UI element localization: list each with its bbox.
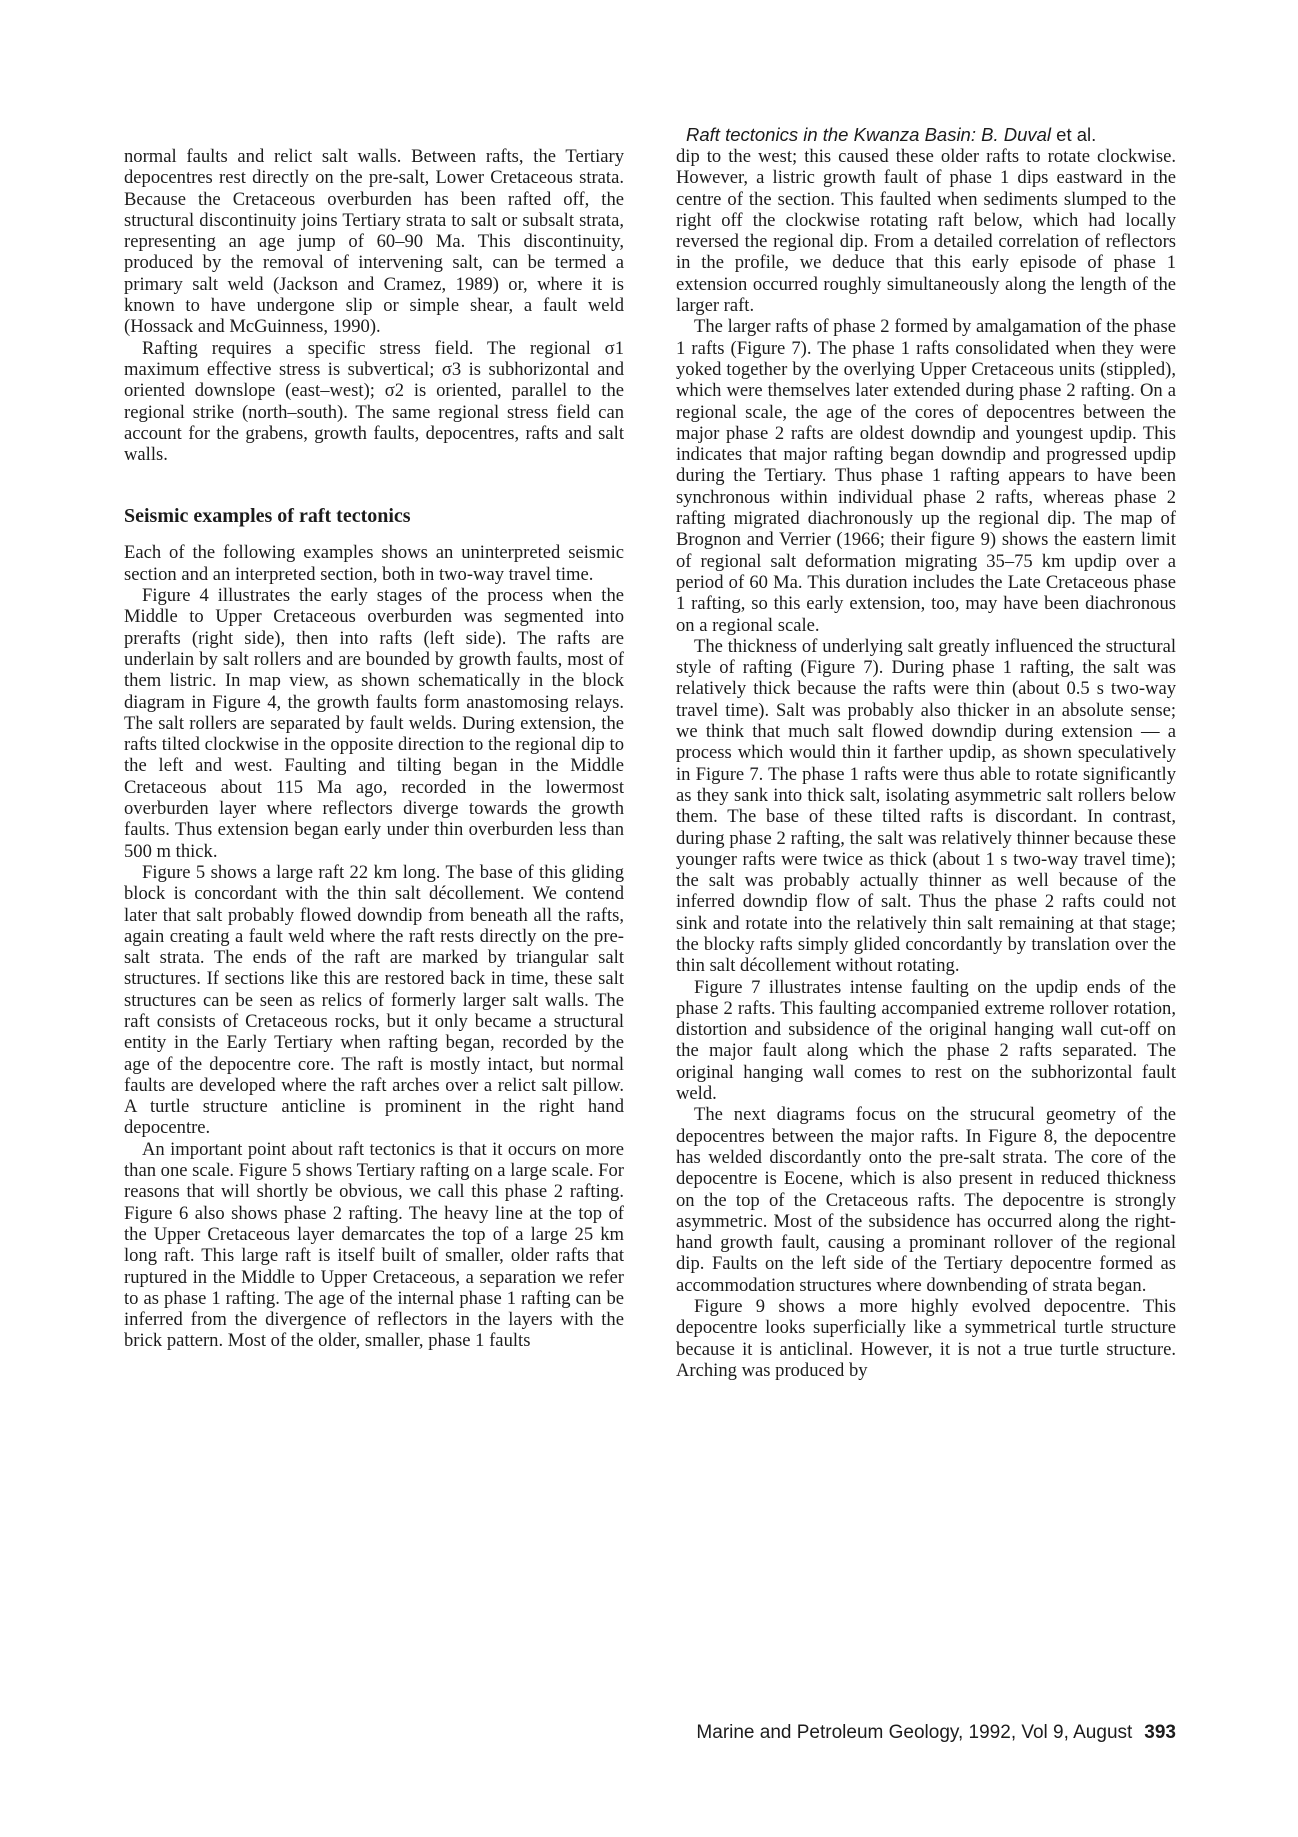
page-footer <box>600 1722 1176 1744</box>
body-paragraph: The next diagrams focus on the strucural geometry of the depocentres between the major rafts. In Figure 8, the depocentre has welded discordantly onto the pre-salt strata. The core of the depocentre is Eocene, which is also present in reduced thickness on the top of the Cretaceous rafts. The depocentre is strongly asymmetric. Most of the subsidence has occurred along the right-hand growth fault, causing a prominant rollover of the regional dip. Faults on the left side of the Tertiary depocentre formed as accommodation structures where downbending of strata began. <box>676 1104 1176 1296</box>
body-paragraph: Figure 4 illustrates the early stages of the process when the Middle to Upper Cretaceous overburden was segmented into prerafts (right side), then into rafts (left side). The rafts are underlain by salt rollers and are bounded by growth faults, most of them listric. In map view, as shown schematically in the block diagram in Figure 4, the growth faults form anastomosing relays. The salt rollers are separated by fault welds. During extension, the rafts tilted clockwise in the opposite direction to the regional dip to the left and west. Faulting and tilting began in the Middle Cretaceous about 115 Ma ago, recorded in the lowermost overburden layer where reflectors diverge towards the growth faults. Thus extension began early under thin overburden less than 500 m thick. <box>124 585 624 862</box>
body-paragraph: Figure 5 shows a large raft 22 km long. The base of this gliding block is concordant with the thin salt décollement. We contend later that salt probably flowed downdip from beneath all the rafts, again creating a fault weld where the raft rests directly on the pre-salt strata. The ends of the raft are marked by triangular salt structures. If sections like this are restored back in time, these salt structures can be seen as relics of formerly larger salt walls. The raft consists of Cretaceous rocks, but it only became a structural entity in the Early Tertiary when rafting began, recorded by the age of the depocentre core. The raft is mostly intact, but normal faults are developed where the raft arches over a relict salt pillow. A turtle structure anticline is prominent in the right hand depocentre. <box>124 861 624 1139</box>
body-paragraph: The thickness of underlying salt greatly influenced the structural style of rafting (Figure 7). During phase 1 rafting, the salt was relatively thick because the rafts were thin (about 0.5 s two-way travel time). Salt was probably also thicker in an absolute sense; we think that much salt flowed downdip during extension — a process which would thin it farther updip, as shown speculatively in Figure 7. The phase 1 rafts were thus able to rotate significantly as they sank into thick salt, isolating asymmetric salt rollers below them. The base of these tilted rafts is discordant. In contrast, during phase 2 rafting, the salt was relatively thinner because these younger rafts were twice as thick (about 1 s two-way travel time); the salt was probably actually thinner as well because of the inferred downdip flow of salt. Thus the phase 2 rafts could not sink and rotate into the relatively thin salt remaining at that stage; the blocky rafts simply glided concordantly by translation over the thin salt décollement without rotating. <box>676 635 1176 977</box>
section-heading: Seismic examples of raft tectonics <box>124 505 411 528</box>
running-head-etal: et al. <box>1051 124 1097 145</box>
body-paragraph: Each of the following examples shows an uninterpreted seismic section and an interpreted section, both in two-way travel time. <box>124 542 624 585</box>
running-head <box>686 124 1176 146</box>
body-paragraph: Figure 9 shows a more highly evolved depocentre. This depocentre looks superficially like a symmetrical turtle structure because it is anticlinal. However, it is not a true turtle structure. Arching was produced by <box>676 1296 1176 1381</box>
body-paragraph: Rafting requires a specific stress field. The regional σ1 maximum effective stress is subvertical; σ3 is subhorizontal and oriented downslope (east–west); σ2 is oriented, parallel to the regional strike (north–south). The same regional stress field can account for the grabens, growth faults, depocentres, rafts and salt walls. <box>124 337 624 466</box>
body-paragraph: The larger rafts of phase 2 formed by amalgamation of the phase 1 rafts (Figure 7). The phase 1 rafts consolidated when they were yoked together by the overlying Upper Cretaceous units (stippled), which were themselves later extended during phase 2 rafting. On a regional scale, the age of the cores of depocentres between the major phase 2 rafts are oldest downdip and youngest updip. This indicates that major rafting began downdip and progressed updip during the Tertiary. Thus phase 1 rafting appears to have been synchronous within individual phase 2 rafts, whereas phase 2 rafting migrated diachronously up the regional dip. The map of Brognon and Verrier (1966; their figure 9) shows the eastern limit of regional salt deformation migrating 35–75 km updip over a period of 60 Ma. This duration includes the Late Cretaceous phase 1 rafting, so this early extension, too, may have been diachronous on a regional scale. <box>676 316 1176 636</box>
page-number: 393 <box>1144 1722 1176 1743</box>
left-column <box>124 146 624 1352</box>
right-column <box>676 146 1176 1381</box>
journal-citation: Marine and Petroleum Geology, 1992, Vol 9, August <box>696 1722 1133 1743</box>
body-paragraph: normal faults and relict salt walls. Between rafts, the Tertiary depocentres rest directly on the pre-salt, Lower Cretaceous strata. Because the Cretaceous overburden has been rafted off, the structural discontinuity joins Tertiary strata to salt or subsalt strata, representing an age jump of 60–90 Ma. This discontinuity, produced by the removal of intervening salt, can be termed a primary salt weld (Jackson and Cramez, 1989) or, where it is known to have undergone slip or simple shear, a fault weld (Hossack and McGuinness, 1990). <box>124 146 624 338</box>
body-paragraph: An important point about raft tectonics is that it occurs on more than one scale. Figure 5 shows Tertiary rafting on a large scale. For reasons that will shortly be obvious, we call this phase 2 rafting. Figure 6 also shows phase 2 rafting. The heavy line at the top of the Upper Cretaceous layer demarcates the top of a large 25 km long raft. This large raft is itself built of smaller, older rafts that ruptured in the Middle to Upper Cretaceous, a separation we refer to as phase 1 rafting. The age of the internal phase 1 rafting can be inferred from the divergence of reflectors in the layers with the brick pattern. Most of the older, smaller, phase 1 faults <box>124 1138 624 1352</box>
running-head-title: Raft tectonics in the Kwanza Basin: B. Duval <box>686 124 1052 145</box>
body-paragraph: dip to the west; this caused these older rafts to rotate clockwise. However, a listric growth fault of phase 1 dips eastward in the centre of the section. This faulted when sediments slumped to the right off the clockwise rotating raft below, which had locally reversed the regional dip. From a detailed correlation of reflectors in the profile, we deduce that this early episode of phase 1 extension occurred roughly simultaneously along the length of the larger raft. <box>676 146 1176 317</box>
body-paragraph: Figure 7 illustrates intense faulting on the updip ends of the phase 2 rafts. This faulting accompanied extreme rollover rotation, distortion and subsidence of the original hanging wall cut-off on the major fault along which the phase 2 rafts separated. The original hanging wall comes to rest on the subhorizontal fault weld. <box>676 976 1176 1105</box>
